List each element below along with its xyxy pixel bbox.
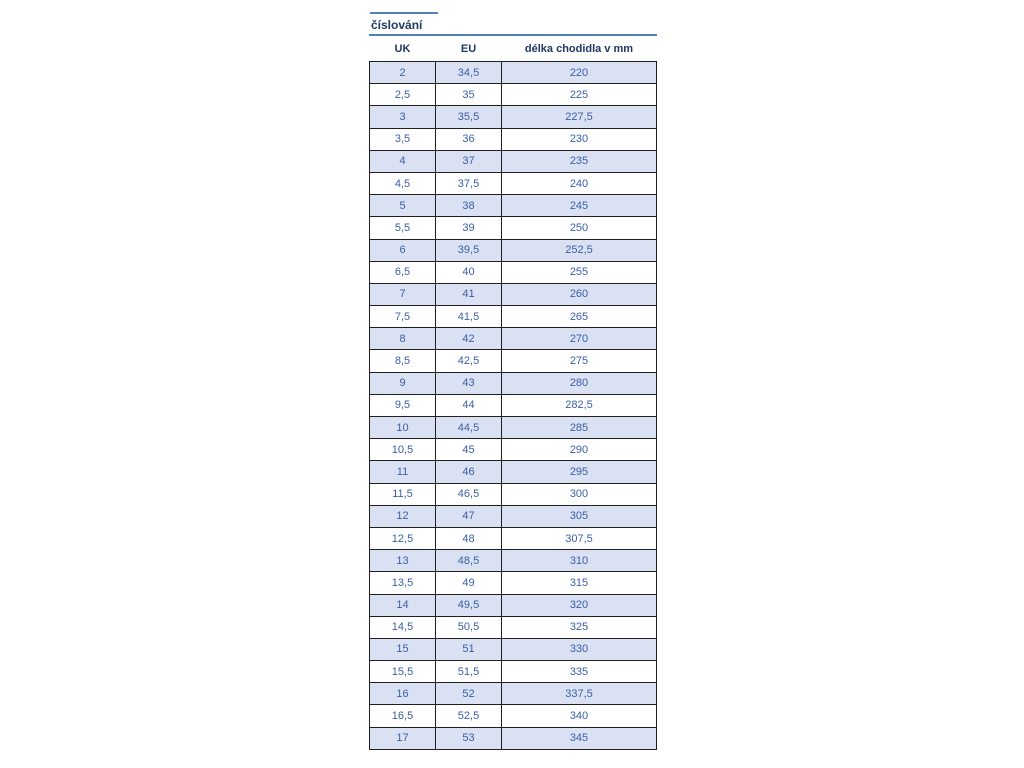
table-row: [370, 661, 657, 683]
foot-length-cell: 227,5: [502, 106, 657, 128]
eu-size-cell: 49,5: [436, 594, 502, 616]
foot-length-cell: 220: [502, 62, 657, 84]
uk-size-cell: 10: [370, 417, 436, 439]
eu-size-cell: 47: [436, 505, 502, 527]
uk-size-cell: 2,5: [370, 84, 436, 106]
uk-size-cell: 14: [370, 594, 436, 616]
foot-length-cell: 282,5: [502, 394, 657, 416]
table-row: [370, 417, 657, 439]
uk-size-cell: 3,5: [370, 128, 436, 150]
eu-size-cell: 51: [436, 638, 502, 660]
uk-size-cell: 16: [370, 683, 436, 705]
uk-size-cell: 6,5: [370, 261, 436, 283]
eu-size-cell: 44: [436, 394, 502, 416]
table-title: číslování: [369, 14, 657, 36]
eu-size-cell: 41: [436, 283, 502, 305]
eu-size-cell: 51,5: [436, 661, 502, 683]
uk-size-cell: 8,5: [370, 350, 436, 372]
foot-length-cell: 252,5: [502, 239, 657, 261]
table-row: [370, 616, 657, 638]
eu-size-cell: 39: [436, 217, 502, 239]
table-row: [370, 283, 657, 305]
table-row: [370, 217, 657, 239]
uk-size-cell: 15,5: [370, 661, 436, 683]
foot-length-cell: 235: [502, 150, 657, 172]
table-row: [370, 195, 657, 217]
table-row: [370, 705, 657, 727]
table-body: [370, 62, 657, 750]
uk-size-cell: 10,5: [370, 439, 436, 461]
foot-length-cell: 290: [502, 439, 657, 461]
foot-length-cell: 307,5: [502, 527, 657, 549]
uk-size-cell: 5: [370, 195, 436, 217]
table-row: [370, 594, 657, 616]
foot-length-cell: 315: [502, 572, 657, 594]
eu-size-cell: 44,5: [436, 417, 502, 439]
foot-length-cell: 337,5: [502, 683, 657, 705]
uk-size-cell: 5,5: [370, 217, 436, 239]
header-eu: EU: [460, 42, 477, 55]
foot-length-cell: 255: [502, 261, 657, 283]
foot-length-cell: 280: [502, 372, 657, 394]
table-row: [370, 328, 657, 350]
eu-size-cell: 36: [436, 128, 502, 150]
uk-size-cell: 4,5: [370, 172, 436, 194]
table-row: [370, 350, 657, 372]
uk-size-cell: 11: [370, 461, 436, 483]
table-row: [370, 683, 657, 705]
foot-length-cell: 295: [502, 461, 657, 483]
eu-size-cell: 43: [436, 372, 502, 394]
header-uk: UK: [394, 42, 411, 55]
foot-length-cell: 225: [502, 84, 657, 106]
foot-length-cell: 230: [502, 128, 657, 150]
foot-length-cell: 250: [502, 217, 657, 239]
table-row: [370, 84, 657, 106]
foot-length-cell: 270: [502, 328, 657, 350]
eu-size-cell: 39,5: [436, 239, 502, 261]
table-row: [370, 461, 657, 483]
eu-size-cell: 38: [436, 195, 502, 217]
foot-length-cell: 310: [502, 550, 657, 572]
foot-length-cell: 285: [502, 417, 657, 439]
uk-size-cell: 9: [370, 372, 436, 394]
table-row: [370, 306, 657, 328]
table-row: [370, 150, 657, 172]
uk-size-cell: 8: [370, 328, 436, 350]
uk-size-cell: 2: [370, 62, 436, 84]
eu-size-cell: 45: [436, 439, 502, 461]
uk-size-cell: 7,5: [370, 306, 436, 328]
foot-length-cell: 245: [502, 195, 657, 217]
table-row: [370, 439, 657, 461]
foot-length-cell: 340: [502, 705, 657, 727]
table-row: [370, 483, 657, 505]
foot-length-cell: 305: [502, 505, 657, 527]
eu-size-cell: 48,5: [436, 550, 502, 572]
eu-size-cell: 37,5: [436, 172, 502, 194]
table-row: [370, 62, 657, 84]
uk-size-cell: 13,5: [370, 572, 436, 594]
eu-size-cell: 42,5: [436, 350, 502, 372]
uk-size-cell: 4: [370, 150, 436, 172]
table-row: [370, 106, 657, 128]
uk-size-cell: 14,5: [370, 616, 436, 638]
foot-length-cell: 335: [502, 661, 657, 683]
foot-length-cell: 330: [502, 638, 657, 660]
foot-length-cell: 300: [502, 483, 657, 505]
uk-size-cell: 9,5: [370, 394, 436, 416]
size-table: [369, 36, 657, 750]
foot-length-cell: 325: [502, 616, 657, 638]
table-row: [370, 550, 657, 572]
uk-size-cell: 13: [370, 550, 436, 572]
eu-size-cell: 52: [436, 683, 502, 705]
table-row: [370, 394, 657, 416]
eu-size-cell: 46: [436, 461, 502, 483]
table-row: [370, 527, 657, 549]
uk-size-cell: 16,5: [370, 705, 436, 727]
eu-size-cell: 42: [436, 328, 502, 350]
foot-length-cell: 260: [502, 283, 657, 305]
foot-length-cell: 345: [502, 727, 657, 749]
eu-size-cell: 50,5: [436, 616, 502, 638]
table-row: [370, 505, 657, 527]
eu-size-cell: 34,5: [436, 62, 502, 84]
foot-length-cell: 265: [502, 306, 657, 328]
uk-size-cell: 3: [370, 106, 436, 128]
header-foot-length: délka chodidla v mm: [524, 42, 634, 55]
table-row: [370, 239, 657, 261]
table-row: [370, 261, 657, 283]
uk-size-cell: 12,5: [370, 527, 436, 549]
table-row: [370, 727, 657, 749]
table-row: [370, 572, 657, 594]
eu-size-cell: 49: [436, 572, 502, 594]
table-row: [370, 172, 657, 194]
foot-length-cell: 320: [502, 594, 657, 616]
foot-length-cell: 240: [502, 172, 657, 194]
eu-size-cell: 37: [436, 150, 502, 172]
header-row: [370, 36, 657, 62]
table-row: [370, 128, 657, 150]
uk-size-cell: 12: [370, 505, 436, 527]
eu-size-cell: 41,5: [436, 306, 502, 328]
eu-size-cell: 35,5: [436, 106, 502, 128]
eu-size-cell: 46,5: [436, 483, 502, 505]
eu-size-cell: 40: [436, 261, 502, 283]
eu-size-cell: 53: [436, 727, 502, 749]
eu-size-cell: 35: [436, 84, 502, 106]
uk-size-cell: 15: [370, 638, 436, 660]
uk-size-cell: 11,5: [370, 483, 436, 505]
table-row: [370, 372, 657, 394]
foot-length-cell: 275: [502, 350, 657, 372]
eu-size-cell: 48: [436, 527, 502, 549]
size-chart: [369, 12, 657, 750]
table-row: [370, 638, 657, 660]
eu-size-cell: 52,5: [436, 705, 502, 727]
uk-size-cell: 17: [370, 727, 436, 749]
uk-size-cell: 6: [370, 239, 436, 261]
uk-size-cell: 7: [370, 283, 436, 305]
